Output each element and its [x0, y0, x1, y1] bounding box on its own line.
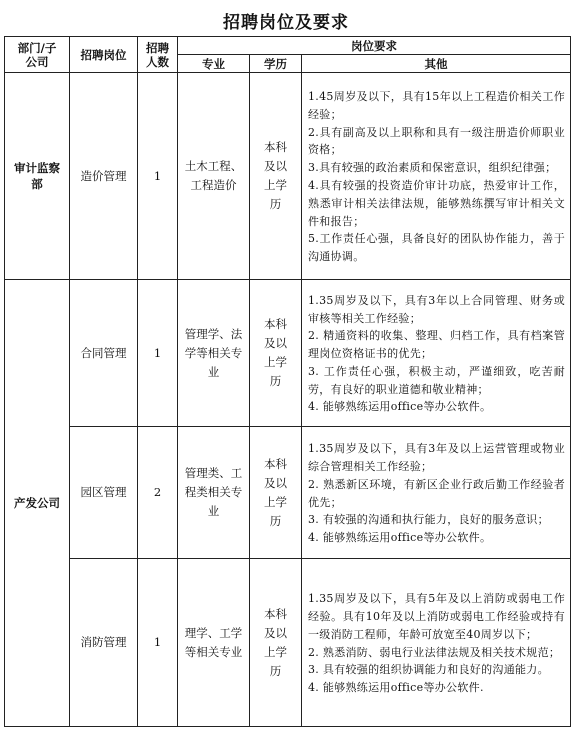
- header-dept: 部门/子公司: [5, 37, 70, 73]
- requirement-item: 3. 具有较强的组织协调能力和良好的沟通能力。: [308, 663, 549, 677]
- requirement-item: 2. 熟悉消防、弱电行业法律法规及相关技术规范；: [308, 645, 561, 659]
- major-cell: 理学、工学等相关专业: [178, 559, 250, 727]
- education-cell: 本科及以上学历: [250, 559, 302, 727]
- requirement-item: 3. 有较强的沟通和执行能力，良好的服务意识；: [308, 513, 549, 527]
- count-cell: 2: [138, 427, 178, 559]
- requirements-cell: [302, 280, 571, 427]
- requirement-item: 3.具有较强的政治素质和保密意识，组织纪律强；: [308, 161, 557, 175]
- requirement-item: 4. 能够熟练运用office等办公软件。: [308, 400, 492, 414]
- requirement-item: 2.具有副高及以上职称和具有一级注册造价师职业资格；: [308, 125, 566, 157]
- count-cell: 1: [138, 559, 178, 727]
- header-count: 招聘人数: [138, 37, 178, 73]
- position-cell: 消防管理: [70, 559, 138, 727]
- education-cell: 本科及以上学历: [250, 427, 302, 559]
- table-row: [5, 280, 571, 427]
- requirement-item: 1.35周岁及以下，具有3年及以上运营管理或物业综合管理相关工作经验；: [308, 442, 566, 473]
- requirements-cell: [302, 73, 571, 280]
- count-cell: 1: [138, 73, 178, 280]
- requirement-item: 4. 能够熟练运用office等办公软件。: [308, 531, 492, 545]
- major-cell: 土木工程、工程造价: [178, 73, 250, 280]
- header-requirements: 岗位要求: [178, 37, 571, 55]
- header-row-1: [5, 37, 571, 55]
- page-title: 招聘岗位及要求: [223, 13, 349, 33]
- header-education: 学历: [250, 55, 302, 73]
- major-cell: 管理类、工程类相关专业: [178, 427, 250, 559]
- requirement-item: 4.具有较强的投资造价审计功底，热爱审计工作，熟悉审计相关法律法规，能够熟练撰写审计相关文件和报告；: [308, 179, 566, 228]
- requirement-item: 1.35周岁及以下，具有5年及以上消防或弱电工作经验。具有10年及以上消防或弱电工作经验或持有一级消防工程师，年龄可放宽至40周岁以下；: [308, 592, 566, 641]
- requirements-cell: [302, 427, 571, 559]
- requirement-item: 5.工作责任心强，具备良好的团队协作能力，善于沟通协调。: [308, 232, 566, 264]
- table-row: [5, 73, 571, 280]
- header-position: 招聘岗位: [70, 37, 138, 73]
- table-row: [5, 427, 571, 559]
- requirements-cell: [302, 559, 571, 727]
- education-cell: 本科及以上学历: [250, 73, 302, 280]
- position-cell: 造价管理: [70, 73, 138, 280]
- header-major: 专业: [178, 55, 250, 73]
- position-cell: 园区管理: [70, 427, 138, 559]
- table-row: [5, 559, 571, 727]
- requirement-item: 3. 工作责任心强，积极主动，严谨细致，吃苦耐劳，有良好的职业道德和敬业精神；: [308, 364, 566, 396]
- requirement-item: 2. 精通资料的收集、整理、归档工作，具有档案管理岗位资格证书的优先；: [308, 329, 566, 361]
- requirement-item: 1.45周岁及以下，具有15年以上工程造价相关工作经验；: [308, 90, 566, 121]
- major-cell: 管理学、法学等相关专业: [178, 280, 250, 427]
- dept-cell: 产发公司: [5, 280, 70, 727]
- education-cell: 本科及以上学历: [250, 280, 302, 427]
- requirement-item: 2. 熟悉新区环境，有新区企业行政后勤工作经验者优先；: [308, 477, 566, 509]
- position-cell: 合同管理: [70, 280, 138, 427]
- dept-cell: 审计监察部: [5, 73, 70, 280]
- recruitment-table: [4, 36, 571, 727]
- requirement-item: 4. 能够熟练运用office等办公软件.: [308, 681, 484, 695]
- header-other: 其他: [302, 55, 571, 73]
- count-cell: 1: [138, 280, 178, 427]
- requirement-item: 1.35周岁及以下，具有3年以上合同管理、财务或审核等相关工作经验；: [308, 293, 566, 325]
